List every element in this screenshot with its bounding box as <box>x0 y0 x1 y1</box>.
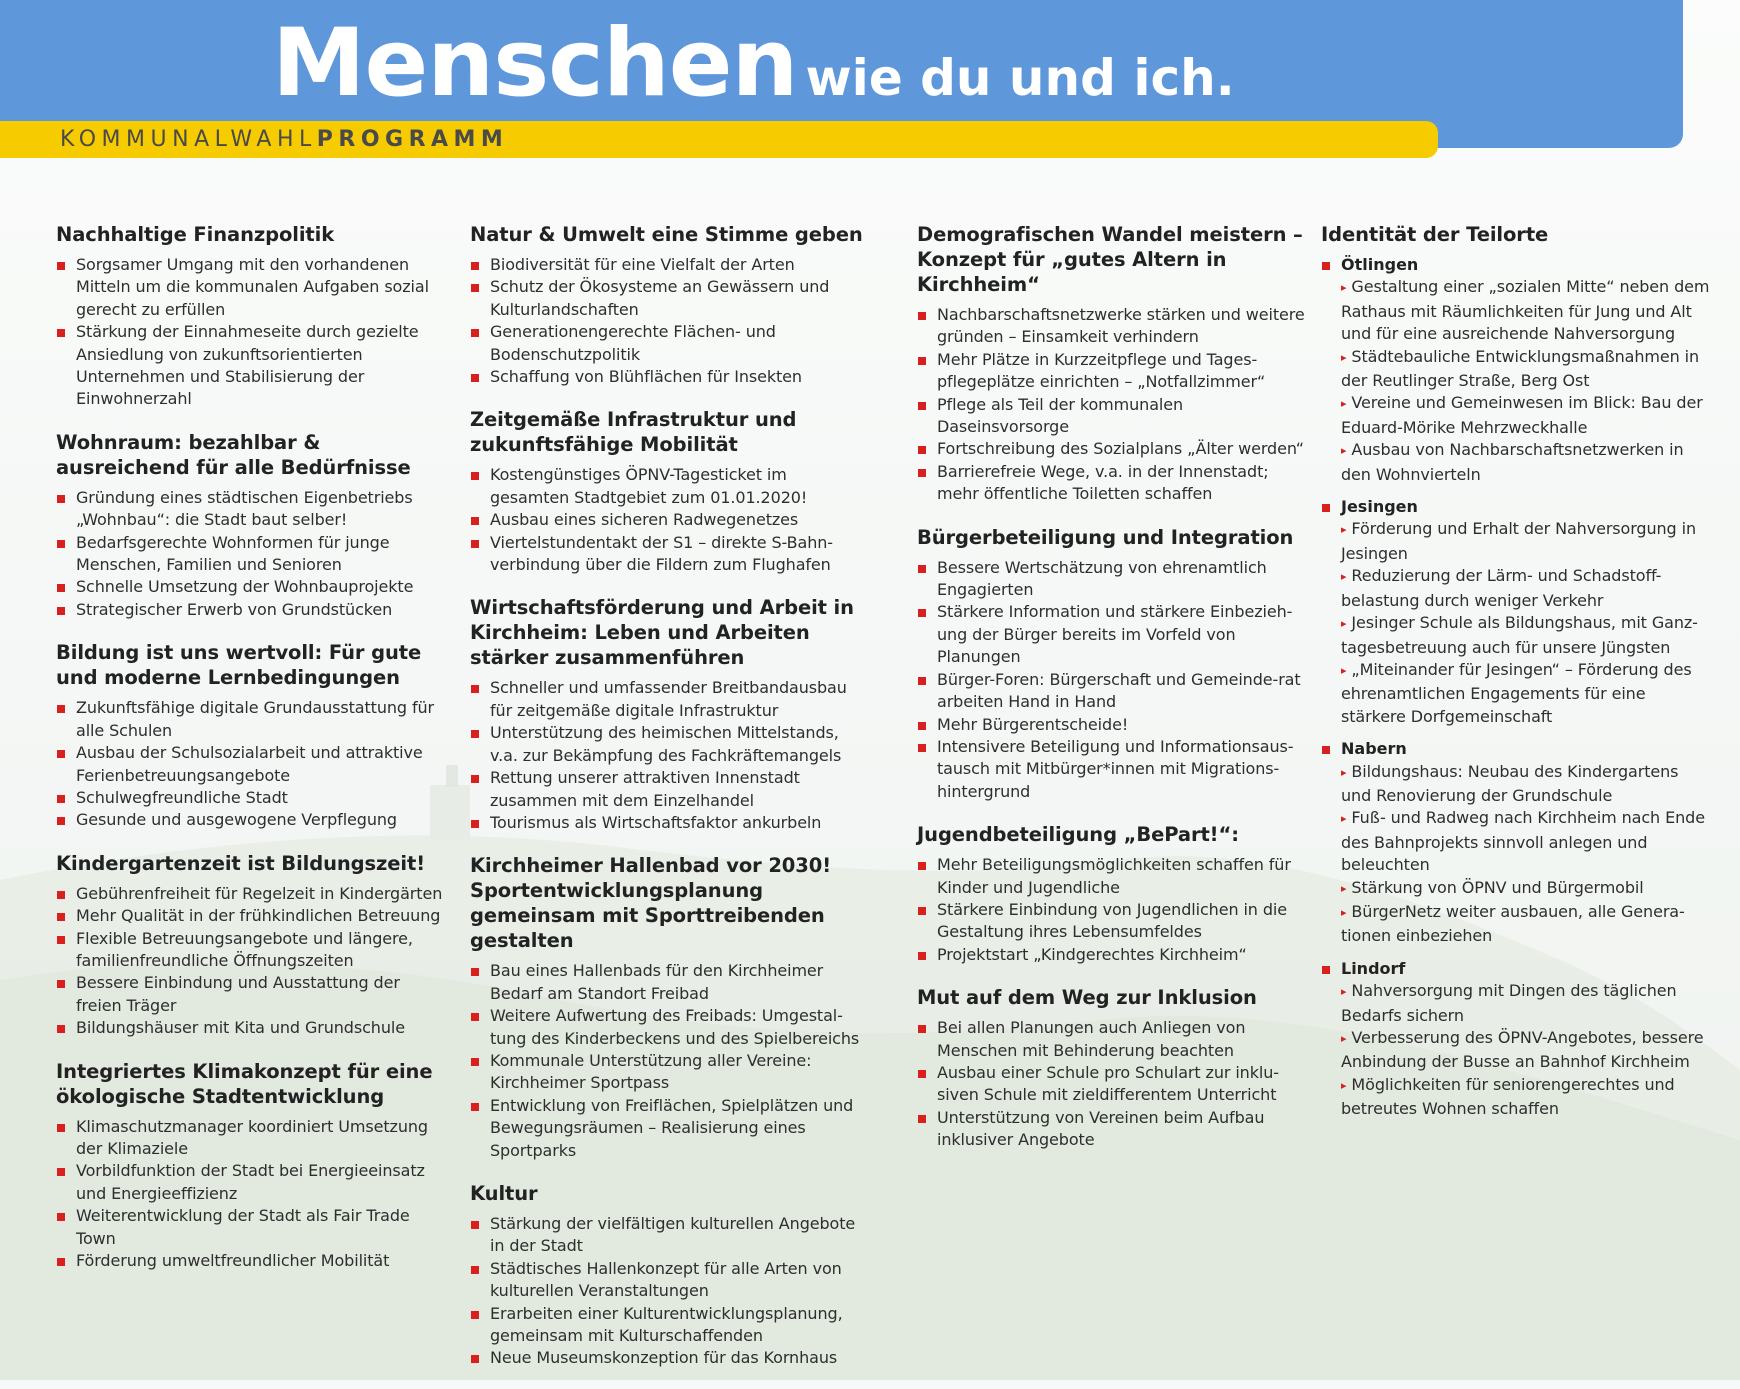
bullet-list <box>917 1017 1307 1151</box>
section-teilorte <box>1321 222 1711 1121</box>
square-bullet-icon <box>471 1058 479 1066</box>
section-title: Wohnraum: bezahlbar & ausreichend für alle Bedürfnisse <box>56 430 411 479</box>
list-item-text: Sorgsamer Umgang mit den vorhandenen Mitteln um die kommunalen Aufgaben sozial gerecht zu erfüllen <box>76 255 429 319</box>
list-item-text: Erarbeiten einer Kulturentwicklungsplanung, gemeinsam mit Kulturschaffenden <box>490 1303 843 1345</box>
place-name <box>1321 254 1711 276</box>
place-name-text: Jesingen <box>1341 497 1418 517</box>
bullet-list <box>470 1213 868 1370</box>
square-bullet-icon <box>57 891 65 899</box>
list-item <box>470 1347 868 1369</box>
square-bullet-icon <box>918 312 926 320</box>
list-item-text: Bei allen Planungen auch Anliegen von Menschen mit Behinderung beachten <box>937 1018 1246 1060</box>
square-bullet-icon <box>1322 504 1330 512</box>
list-item-text: Unterstützung des heimischen Mittelstands, v.a. zur Bekämpfung des Fachkräftemangels <box>490 723 842 765</box>
list-item-text: Fuß- und Radweg nach Kirchheim nach Ende des Bahnprojekts sinnvoll anlegen und beleuchten <box>1341 808 1705 875</box>
square-bullet-icon <box>471 1221 479 1229</box>
places-list <box>1321 254 1711 1121</box>
list-item-text: Unterstützung von Vereinen beim Aufbau inklusiver Angebote <box>937 1107 1265 1150</box>
column-4 <box>1321 222 1711 1140</box>
list-item <box>917 438 1307 460</box>
list-item-text: Zukunftsfähige digitale Grundausstattung für alle Schulen <box>76 698 435 740</box>
square-bullet-icon <box>57 584 65 592</box>
list-item-text: Strategischer Erwerb von Grundstücken <box>76 599 393 619</box>
list-item <box>917 557 1307 602</box>
list-item-text: Stärkung von ÖPNV und Bürgermobil <box>1351 877 1644 897</box>
list-item <box>470 722 868 767</box>
list-item <box>56 321 446 411</box>
square-bullet-icon <box>57 817 65 825</box>
subtitle-light: KOMMUNALWAHL <box>60 127 317 152</box>
list-item <box>470 366 868 388</box>
list-item <box>470 1095 868 1162</box>
program-section <box>470 1181 868 1370</box>
place-name <box>1321 958 1711 980</box>
square-bullet-icon <box>57 1168 65 1176</box>
program-section <box>470 222 868 388</box>
list-item <box>56 1116 446 1161</box>
list-item <box>1341 1074 1711 1121</box>
bullet-list <box>470 960 868 1162</box>
list-item <box>56 809 446 831</box>
program-section <box>917 525 1307 803</box>
arrow-bullet-icon: ▸ <box>1341 812 1347 826</box>
place-item-list <box>1321 276 1711 486</box>
list-item-text: Städtebauliche Entwicklungsmaßnahmen in der Reutlinger Straße, Berg Ost <box>1341 346 1700 391</box>
square-bullet-icon <box>918 565 926 573</box>
list-item <box>56 1017 446 1039</box>
list-item <box>56 1250 446 1272</box>
list-item <box>1341 877 1711 901</box>
square-bullet-icon <box>57 913 65 921</box>
list-item-text: Gesunde und ausgewogene Verpflegung <box>76 810 397 830</box>
list-item-text: Viertelstundentakt der S1 – direkte S-Bahn-verbindung über die Fildern zum Flughafen <box>490 532 833 575</box>
arrow-bullet-icon: ▸ <box>1341 881 1347 895</box>
square-bullet-icon <box>471 1266 479 1274</box>
list-item-text: Weitere Aufwertung des Freibads: Umgestal-tung des Kinderbeckens und des Spielbereichs <box>490 1006 860 1048</box>
list-item-text: Stärkere Information und stärkere Einbezieh-ung der Bürger bereits im Vorfeld von Planungen <box>937 602 1293 667</box>
section-title: Integriertes Klimakonzept für eine ökologische Stadtentwicklung <box>56 1059 433 1108</box>
arrow-bullet-icon: ▸ <box>1341 1032 1347 1045</box>
list-item <box>56 742 446 787</box>
square-bullet-icon <box>918 1070 926 1078</box>
bullet-list <box>56 487 446 621</box>
list-item-text: Flexible Betreuungsangebote und längere, familienfreundliche Öffnungszeiten <box>76 928 413 970</box>
list-item-text: Nahversorgung mit Dingen des täglichen Bedarfs sichern <box>1341 981 1677 1025</box>
square-bullet-icon <box>57 495 65 503</box>
list-item <box>917 349 1307 394</box>
list-item-text: Mehr Plätze in Kurzzeitpflege und Tages-pflegeplätze einrichten – „Notfallzimmer“ <box>937 349 1266 392</box>
list-item <box>1341 392 1711 439</box>
list-item-text: Generationengerechte Flächen- und Bodenschutzpolitik <box>490 322 776 364</box>
program-section <box>470 407 868 576</box>
list-item-text: Weiterentwicklung der Stadt als Fair Trade Town <box>76 1206 410 1248</box>
section-title: Wirtschaftsförderung und Arbeit in Kirchheim: Leben und Arbeiten stärker zusammenführen <box>470 596 854 670</box>
list-item <box>470 254 868 276</box>
square-bullet-icon <box>918 469 926 477</box>
bullet-list <box>56 1116 446 1273</box>
list-item-text: Jesinger Schule als Bildungshaus, mit Ganz-tagesbetreuung auch für unsere Jüngsten <box>1341 613 1698 657</box>
bullet-list <box>56 883 446 1040</box>
list-item <box>1341 659 1711 728</box>
list-item-text: Nachbarschaftsnetzwerke stärken und weitere gründen – Einsamkeit verhindern <box>937 305 1305 347</box>
list-item-text: Bessere Wertschätzung von ehrenamtlich Engagierten <box>937 557 1267 600</box>
column-3 <box>917 222 1307 1171</box>
place-name-text: Ötlingen <box>1341 255 1419 274</box>
list-item-text: Bedarfsgerechte Wohnformen für junge Menschen, Familien und Senioren <box>76 532 390 575</box>
square-bullet-icon <box>471 730 479 738</box>
list-item-text: Bürger-Foren: Bürgerschaft und Gemeinde-rat arbeiten Hand in Hand <box>937 669 1301 712</box>
list-item-text: Gründung eines städtischen Eigenbetriebs „Wohnbau“: die Stadt baut selber! <box>76 487 413 530</box>
list-item-text: Gestaltung einer „sozialen Mitte“ neben dem Rathaus mit Räumlichkeiten für Jung und Alt und für eine ausreichende Nahversorgung <box>1341 277 1710 344</box>
square-bullet-icon <box>57 607 65 615</box>
bullet-list <box>917 557 1307 803</box>
place-block <box>1321 958 1711 1121</box>
square-bullet-icon <box>57 540 65 548</box>
list-item <box>470 532 868 577</box>
list-item <box>56 1160 446 1205</box>
list-item-text: Pflege als Teil der kommunalen Daseinsvorsorge <box>937 394 1184 437</box>
list-item-text: Ausbau der Schulsozialarbeit und attraktive Ferienbetreuungsangebote <box>76 743 423 785</box>
list-item-text: Intensivere Beteiligung und Informationsaus-tausch mit Mitbürger*innen mit Migrations-hintergrund <box>937 736 1294 801</box>
place-name <box>1321 738 1711 760</box>
list-item-text: Gebührenfreiheit für Regelzeit in Kindergärten <box>76 883 443 903</box>
list-item <box>470 1005 868 1050</box>
square-bullet-icon <box>918 1115 926 1123</box>
list-item <box>1341 761 1711 808</box>
section-title: Kindergartenzeit ist Bildungszeit! <box>56 851 426 875</box>
list-item <box>470 767 868 812</box>
place-item-list <box>1321 980 1711 1120</box>
bullet-list <box>917 854 1307 966</box>
square-bullet-icon <box>918 907 926 915</box>
list-item-text: Klimaschutzmanager koordiniert Umsetzung der Klimaziele <box>76 1116 428 1158</box>
program-section <box>56 222 446 411</box>
list-item <box>1341 901 1711 948</box>
list-item-text: Schaffung von Blühflächen für Insekten <box>490 367 802 387</box>
list-item <box>470 960 868 1005</box>
list-item <box>470 509 868 531</box>
square-bullet-icon <box>918 446 926 454</box>
square-bullet-icon <box>471 472 479 480</box>
list-item <box>1341 439 1711 486</box>
square-bullet-icon <box>471 1355 479 1363</box>
place-block <box>1321 254 1711 486</box>
list-item-text: Schutz der Ökosysteme an Gewässern und Kulturlandschaften <box>490 277 830 319</box>
list-item-text: Projektstart „Kindgerechtes Kirchheim“ <box>937 944 1247 964</box>
list-item-text: Kostengünstiges ÖPNV-Tagesticket im gesamten Stadtgebiet zum 01.01.2020! <box>490 465 808 507</box>
square-bullet-icon <box>57 1025 65 1033</box>
list-item <box>470 464 868 509</box>
list-item <box>917 304 1307 349</box>
arrow-bullet-icon: ▸ <box>1341 663 1347 677</box>
program-section <box>470 595 868 834</box>
square-bullet-icon <box>57 936 65 944</box>
list-item-text: Möglichkeiten für seniorengerechtes und betreutes Wohnen schaffen <box>1341 1074 1675 1119</box>
arrow-bullet-icon: ▸ <box>1341 765 1347 779</box>
section-title: Natur & Umwelt eine Stimme geben <box>470 223 863 246</box>
square-bullet-icon <box>918 402 926 410</box>
arrow-bullet-icon: ▸ <box>1341 397 1347 411</box>
bullet-list <box>470 464 868 576</box>
place-item-list <box>1321 518 1711 728</box>
list-item-text: Stärkung der Einnahmeseite durch gezielte Ansiedlung von zukunftsorientierten Unternehmen und Stabilisierung der Einwohnerzahl <box>76 322 419 409</box>
square-bullet-icon <box>471 685 479 693</box>
list-item-text: Mehr Beteiligungsmöglichkeiten schaffen für Kinder und Jugendliche <box>937 855 1291 897</box>
list-item <box>470 1050 868 1095</box>
list-item-text: Ausbau einer Schule pro Schulart zur inklu-siven Schule mit zieldifferentem Unterricht <box>937 1062 1279 1105</box>
section-title: Kultur <box>470 1181 538 1205</box>
arrow-bullet-icon: ▸ <box>1341 281 1347 295</box>
list-item <box>1341 518 1711 565</box>
page-title <box>272 4 1235 124</box>
square-bullet-icon <box>471 540 479 548</box>
list-item-text: „Miteinander für Jesingen“ – Förderung des ehrenamtlichen Engagements für eine stärkere Dorfgemeinschaft <box>1341 659 1692 726</box>
list-item <box>56 928 446 973</box>
list-item <box>917 944 1307 966</box>
square-bullet-icon <box>57 750 65 758</box>
square-bullet-icon <box>1322 262 1330 270</box>
section-title: Kirchheimer Hallenbad vor 2030! Sportentwicklungsplanung gemeinsam mit Sporttreibenden gestalten <box>470 854 831 953</box>
list-item-text: Entwicklung von Freiflächen, Spielplätzen und Bewegungsräumen – Realisierung eines Sportparks <box>490 1095 854 1160</box>
square-bullet-icon <box>918 677 926 685</box>
list-item-text: Mehr Qualität in der frühkindlichen Betreuung <box>76 906 441 926</box>
square-bullet-icon <box>918 357 926 365</box>
list-item <box>56 883 446 905</box>
arrow-bullet-icon: ▸ <box>1341 985 1347 999</box>
square-bullet-icon <box>918 952 926 960</box>
list-item-text: BürgerNetz weiter ausbauen, alle Genera-tionen einbeziehen <box>1341 901 1685 946</box>
list-item <box>470 1303 868 1348</box>
list-item <box>56 787 446 809</box>
square-bullet-icon <box>918 609 926 617</box>
list-item <box>917 899 1307 944</box>
square-bullet-icon <box>918 722 926 730</box>
arrow-bullet-icon: ▸ <box>1341 523 1347 537</box>
place-name-text: Lindorf <box>1341 958 1406 978</box>
program-section <box>917 822 1307 966</box>
place-name <box>1321 496 1711 518</box>
subtitle-bar <box>0 121 1438 158</box>
program-section <box>56 851 446 1040</box>
list-item-text: Bildungshaus: Neubau des Kindergartens und Renovierung der Grundschule <box>1341 761 1679 805</box>
subtitle <box>60 127 508 153</box>
list-item <box>56 576 446 598</box>
subtitle-bold: PROGRAMM <box>316 127 509 152</box>
list-item-text: Vereine und Gemeinwesen im Blick: Bau der Eduard-Mörike Mehrzweckhalle <box>1341 393 1703 437</box>
arrow-bullet-icon: ▸ <box>1341 570 1347 584</box>
square-bullet-icon <box>57 262 65 270</box>
list-item-text: Vorbildfunktion der Stadt bei Energieeinsatz und Energieeffizienz <box>76 1161 425 1203</box>
list-item <box>56 1205 446 1250</box>
list-item <box>56 487 446 532</box>
title-main: Menschen <box>272 9 798 118</box>
list-item <box>56 972 446 1017</box>
list-item <box>470 276 868 321</box>
list-item <box>470 1258 868 1303</box>
list-item-text: Fortschreibung des Sozialplans „Älter werden“ <box>937 439 1304 459</box>
list-item-text: Barrierefreie Wege, v.a. in der Innenstadt; mehr öffentliche Toiletten schaffen <box>937 461 1269 504</box>
square-bullet-icon <box>471 329 479 337</box>
square-bullet-icon <box>471 968 479 976</box>
list-item-text: Förderung und Erhalt der Nahversorgung in Jesingen <box>1341 519 1696 563</box>
place-block <box>1321 738 1711 948</box>
arrow-bullet-icon: ▸ <box>1341 1078 1347 1092</box>
arrow-bullet-icon: ▸ <box>1341 444 1347 458</box>
list-item <box>917 714 1307 736</box>
list-item <box>917 461 1307 506</box>
section-title: Jugendbeteiligung „BePart!“: <box>917 823 1239 847</box>
square-bullet-icon <box>471 374 479 382</box>
square-bullet-icon <box>57 705 65 713</box>
arrow-bullet-icon: ▸ <box>1341 350 1347 364</box>
list-item <box>917 669 1307 714</box>
program-section <box>470 853 868 1162</box>
list-item-text: Stärkere Einbindung von Jugendlichen in die Gestaltung ihres Lebensumfeldes <box>937 899 1287 942</box>
list-item <box>1341 565 1711 612</box>
square-bullet-icon <box>471 775 479 783</box>
list-item-text: Förderung umweltfreundlicher Mobilität <box>76 1251 390 1270</box>
list-item <box>917 1062 1307 1107</box>
place-block <box>1321 496 1711 728</box>
square-bullet-icon <box>471 1311 479 1319</box>
list-item-text: Bessere Einbindung und Ausstattung der freien Träger <box>76 973 400 1015</box>
list-item-text: Verbesserung des ÖPNV-Angebotes, bessere Anbindung der Busse an Bahnhof Kirchheim <box>1341 1028 1704 1072</box>
square-bullet-icon <box>471 262 479 270</box>
list-item <box>1341 807 1711 876</box>
arrow-bullet-icon: ▸ <box>1341 905 1347 919</box>
square-bullet-icon <box>1322 966 1330 974</box>
square-bullet-icon <box>57 329 65 337</box>
list-item <box>1341 612 1711 659</box>
list-item-text: Kommunale Unterstützung aller Vereine: Kirchheimer Sportpass <box>490 1050 812 1093</box>
square-bullet-icon <box>57 1124 65 1132</box>
section-title: Nachhaltige Finanzpolitik <box>56 223 335 246</box>
list-item-text: Neue Museumskonzeption für das Kornhaus <box>490 1348 838 1368</box>
square-bullet-icon <box>471 1013 479 1021</box>
list-item <box>917 601 1307 668</box>
list-item <box>1341 1027 1711 1074</box>
square-bullet-icon <box>57 1213 65 1221</box>
square-bullet-icon <box>1322 746 1330 754</box>
square-bullet-icon <box>918 1025 926 1033</box>
list-item <box>917 1107 1307 1152</box>
square-bullet-icon <box>471 284 479 292</box>
square-bullet-icon <box>57 795 65 803</box>
section-title: Bildung ist uns wertvoll: Für gute und moderne Lernbedingungen <box>56 641 422 690</box>
list-item-text: Mehr Bürgerentscheide! <box>937 714 1129 734</box>
list-item <box>917 736 1307 803</box>
list-item <box>470 321 868 366</box>
section-title: Demografischen Wandel meistern – Konzept für „gutes Altern in Kirchheim“ <box>917 223 1303 296</box>
list-item-text: Schnelle Umsetzung der Wohnbauprojekte <box>76 577 414 597</box>
list-item-text: Städtisches Hallenkonzept für alle Arten von kulturellen Veranstaltungen <box>490 1258 842 1301</box>
list-item-text: Ausbau von Nachbarschaftsnetzwerken in den Wohnvierteln <box>1341 440 1684 484</box>
list-item <box>470 1213 868 1258</box>
list-item-text: Ausbau eines sicheren Radwegenetzes <box>490 510 799 530</box>
list-item <box>917 394 1307 439</box>
list-item-text: Rettung unserer attraktiven Innenstadt zusammen mit dem Einzelhandel <box>490 768 800 810</box>
list-item <box>56 532 446 577</box>
list-item <box>1341 276 1711 345</box>
list-item-text: Bau eines Hallenbads für den Kirchheimer Bedarf am Standort Freibad <box>490 961 824 1003</box>
list-item <box>917 854 1307 899</box>
list-item-text: Schneller und umfassender Breitbandausbau für zeitgemäße digitale Infrastruktur <box>490 678 847 720</box>
program-section <box>917 222 1307 506</box>
list-item <box>917 1017 1307 1062</box>
program-section <box>56 640 446 831</box>
list-item <box>56 599 446 621</box>
square-bullet-icon <box>471 1103 479 1111</box>
program-section <box>56 430 446 621</box>
column-2 <box>470 222 868 1389</box>
section-title: Bürgerbeteiligung und Integration <box>917 525 1294 549</box>
list-item-text: Reduzierung der Lärm- und Schadstoff-belastung durch weniger Verkehr <box>1341 566 1662 610</box>
bullet-list <box>470 254 868 388</box>
program-section <box>56 1059 446 1273</box>
program-section <box>917 985 1307 1151</box>
square-bullet-icon <box>918 744 926 752</box>
bullet-list <box>470 677 868 834</box>
square-bullet-icon <box>57 980 65 988</box>
list-item-text: Stärkung der vielfältigen kulturellen Angebote in der Stadt <box>490 1213 856 1256</box>
list-item <box>56 697 446 742</box>
section-title: Zeitgemäße Infrastruktur und zukunftsfähige Mobilität <box>470 408 797 457</box>
square-bullet-icon <box>471 517 479 525</box>
list-item <box>470 677 868 722</box>
list-item <box>1341 980 1711 1027</box>
bullet-list <box>56 697 446 831</box>
list-item-text: Biodiversität für eine Vielfalt der Arten <box>490 255 795 274</box>
list-item <box>1341 346 1711 393</box>
square-bullet-icon <box>918 862 926 870</box>
bullet-list <box>917 304 1307 506</box>
list-item-text: Schulwegfreundliche Stadt <box>76 787 288 807</box>
bullet-list <box>56 254 446 411</box>
title-sub: wie du und ich. <box>805 49 1235 107</box>
list-item <box>470 812 868 834</box>
section-title: Identität der Teilorte <box>1321 223 1549 246</box>
column-1 <box>56 222 446 1291</box>
arrow-bullet-icon: ▸ <box>1341 617 1347 631</box>
square-bullet-icon <box>471 820 479 828</box>
place-name-text: Nabern <box>1341 739 1407 759</box>
list-item-text: Tourismus als Wirtschaftsfaktor ankurbeln <box>490 812 822 832</box>
list-item-text: Bildungshäuser mit Kita und Grundschule <box>76 1018 405 1038</box>
list-item <box>56 905 446 927</box>
square-bullet-icon <box>57 1258 65 1266</box>
section-title: Mut auf dem Weg zur Inklusion <box>917 986 1257 1010</box>
list-item <box>56 254 446 321</box>
place-item-list <box>1321 761 1711 948</box>
